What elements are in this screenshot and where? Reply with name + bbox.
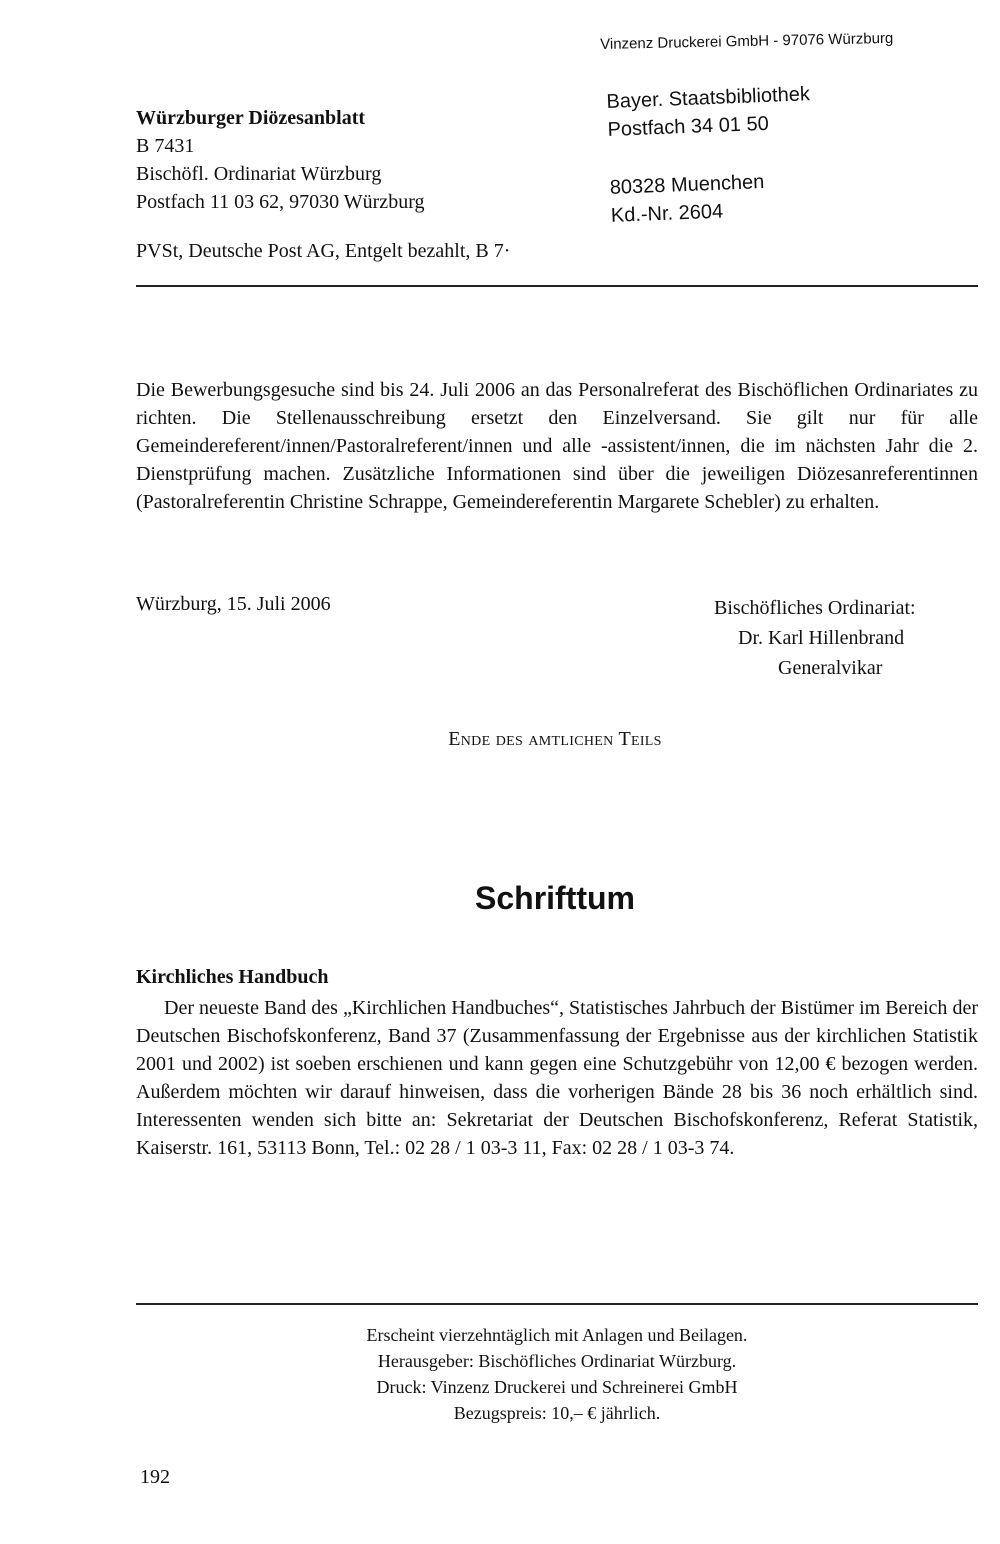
signature-office: Bischöfliches Ordinariat: xyxy=(714,597,916,619)
recipient-city: 80328 Muenchen xyxy=(609,171,765,199)
printer-imprint: Vinzenz Druckerei GmbH - 97076 Würzburg xyxy=(600,29,894,53)
footer-publisher: Herausgeber: Bischöfliches Ordinariat Würzburg. xyxy=(377,1351,737,1371)
publication-footer xyxy=(136,1322,978,1426)
signature-role: Generalvikar xyxy=(778,657,883,679)
postage-line: PVSt, Deutsche Post AG, Entgelt bezahlt, B 7· xyxy=(136,240,511,262)
header-divider xyxy=(136,285,978,287)
recipient-customer-number: Kd.-Nr. 2604 xyxy=(610,200,724,227)
article-body: Der neueste Band des „Kirchlichen Handbuches“, Statistisches Jahrbuch der Bistümer im Bereich der Deutschen Bischofskonferenz, Band 37 (Zusammenfassung der Ergebnisse aus der kirchlichen Statistik 2001 und 2002) ist soeben erschienen und kann gegen eine Schutzgebühr von 12,00 € bezogen werden. Außerdem möchten wir darauf hinweisen, dass die vorherigen Bände 28 bis 36 noch erhältlich sind. Interessenten wenden sich bitte an: Sekretariat der Deutschen Bischofskonferenz, Referat Statistik, Kaiserstr. 161, 53113 Bonn, Tel.: 02 28 / 1 03-3 11, Fax: 02 28 / 1 03-3 74. xyxy=(136,997,978,1159)
recipient-postbox: Postfach 34 01 50 xyxy=(607,112,770,141)
footer-price: Bezugspreis: 10,– € jährlich. xyxy=(453,1403,661,1423)
section-heading: Schrifttum xyxy=(475,880,635,916)
footer-printer: Druck: Vinzenz Druckerei und Schreinerei GmbH xyxy=(376,1377,738,1397)
recipient-address-block xyxy=(606,73,991,229)
announcement-paragraph: Die Bewerbungsgesuche sind bis 24. Juli 2006 an das Personalreferat des Bischöflichen Ordinariates zu richten. Die Stellenausschreibung ersetzt den Einzelversand. Sie gilt nur für alle Gemeindereferent/innen/Pastoralreferent/innen und alle -assistent/innen, die im nächsten Jahr die 2. Dienstprüfung machen. Zusätzliche Informationen sind über die jeweiligen Diözesanreferentinnen (Pastoralreferentin Christine Schrappe, Gemeindereferentin Margarete Schebler) zu erhalten. xyxy=(136,379,978,513)
sender-address-block xyxy=(136,104,596,216)
page-number: 192 xyxy=(140,1466,170,1488)
footer-frequency: Erscheint vierzehntäglich mit Anlagen und Beilagen. xyxy=(366,1325,748,1345)
article-title: Kirchliches Handbuch xyxy=(136,966,329,988)
signature-block xyxy=(700,593,978,683)
place-and-date: Würzburg, 15. Juli 2006 xyxy=(136,593,331,615)
signature-name: Dr. Karl Hillenbrand xyxy=(738,627,905,649)
publication-code: B 7431 xyxy=(136,135,195,157)
recipient-name: Bayer. Staatsbibliothek xyxy=(606,83,811,113)
end-of-official-part: Ende des amtlichen Teils xyxy=(448,728,662,750)
sender-office: Bischöfl. Ordinariat Würzburg xyxy=(136,163,382,185)
publication-title: Würzburger Diözesanblatt xyxy=(136,107,366,129)
footer-divider xyxy=(136,1303,978,1305)
sender-postbox: Postfach 11 03 62, 97030 Würzburg xyxy=(136,191,425,213)
